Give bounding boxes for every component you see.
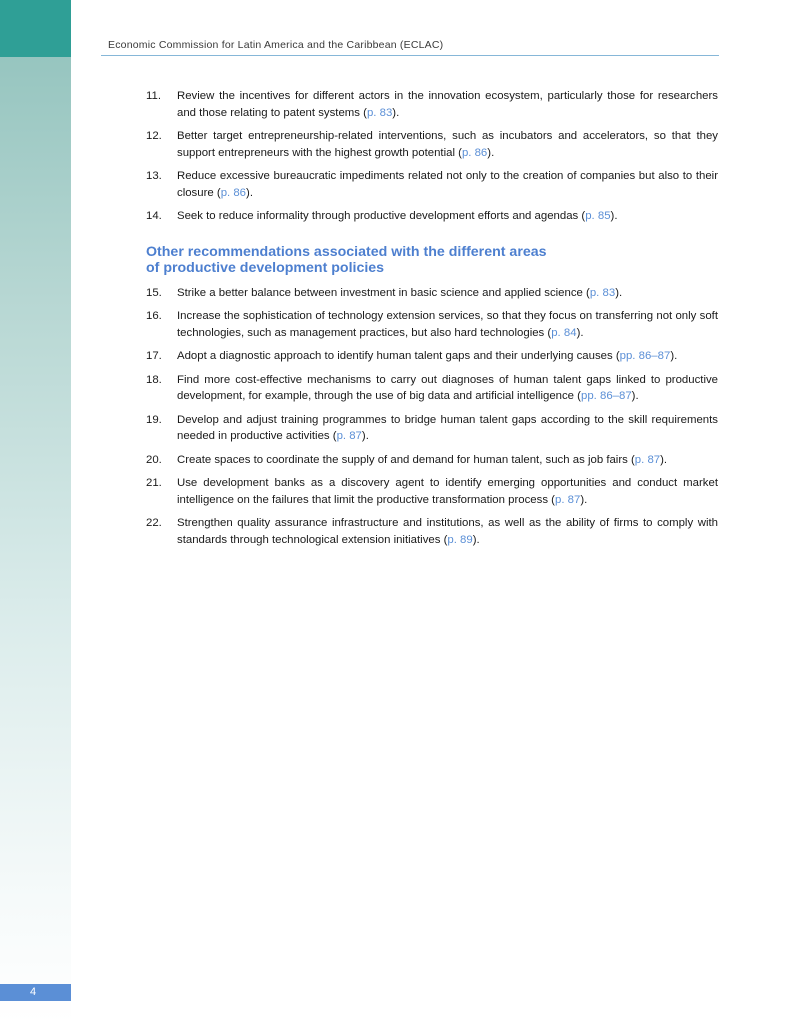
item-text-end: ). (246, 186, 253, 199)
header-divider (101, 55, 719, 56)
item-text: Adopt a diagnostic approach to identify human talent gaps and their underlying causes ( (177, 350, 620, 362)
recommendation-list-b (146, 285, 718, 549)
item-text-end: ). (631, 390, 639, 402)
side-accent-block (0, 0, 71, 57)
item-number: 20. (146, 453, 162, 466)
list-item (146, 372, 718, 405)
item-text: Increase the sophistication of technology extension services, so that they focus on transferring not only soft technologies, such as management practices, but also hard technologies ( (177, 310, 718, 339)
item-text-end: ). (487, 146, 495, 159)
list-item (146, 285, 718, 302)
page-ref-link[interactable]: p. 86 (461, 146, 488, 159)
item-text-end: ). (610, 210, 618, 222)
item-text: Seek to reduce informality through productive development efforts and agendas ( (177, 210, 586, 222)
item-text-end: ). (392, 106, 400, 119)
item-number: 16. (146, 310, 162, 322)
list-item (146, 208, 718, 225)
page-ref-link[interactable]: p. 89 (447, 533, 473, 546)
running-header: Economic Commission for Latin America and the Caribbean (ECLAC) (108, 39, 444, 51)
list-item (146, 515, 718, 548)
main-content (146, 88, 718, 555)
item-text: Review the incentives for different actors in the innovation ecosystem, particularly those for researchers and those relating to patent systems ( (177, 90, 718, 119)
item-number: 19. (146, 413, 162, 426)
item-text: Create spaces to coordinate the supply of and demand for human talent, such as job fairs ( (177, 453, 635, 466)
item-text: Better target entrepreneurship-related interventions, such as incubators and accelerators, so that they support entrepreneurs with the highest growth potential ( (177, 130, 718, 159)
section-heading-line-2: of productive development policies (146, 260, 385, 276)
page-ref-link[interactable]: p. 87 (336, 430, 362, 442)
page-ref-link[interactable]: p. 86 (220, 186, 247, 199)
list-item (146, 168, 718, 201)
item-text-end: ). (576, 326, 584, 339)
item-number: 11. (146, 90, 161, 102)
item-number: 12. (146, 130, 162, 142)
page-ref-link[interactable]: pp. 86–87 (580, 390, 632, 402)
page-ref-link[interactable]: p. 85 (585, 210, 611, 222)
list-item (146, 475, 718, 508)
section-heading-line-1: Other recommendations associated with the different areas (146, 243, 547, 260)
item-number: 17. (146, 350, 162, 362)
page-ref-link[interactable]: pp. 86–87 (619, 350, 671, 362)
item-text: Use development banks as a discovery agent to identify emerging opportunities and conduct market intelligence on the failures that limit the productive transformation process ( (177, 477, 718, 506)
item-number: 18. (146, 373, 162, 386)
page-ref-link[interactable]: p. 84 (551, 326, 577, 339)
list-item (146, 128, 718, 161)
page-ref-link[interactable]: p. 83 (366, 106, 393, 119)
item-text-end: ). (615, 286, 623, 299)
item-text: Strengthen quality assurance infrastructure and institutions, as well as the ability of firms to comply with standards through technological extension initiatives ( (177, 517, 718, 546)
item-number: 21. (146, 477, 162, 489)
list-item (146, 308, 718, 341)
item-text-end: ). (660, 453, 668, 466)
list-item (146, 88, 718, 121)
side-gradient-band (0, 0, 71, 1024)
page-ref-link[interactable]: p. 87 (634, 453, 661, 466)
page-ref-link[interactable]: p. 83 (589, 286, 616, 299)
recommendation-list-a (146, 88, 718, 225)
item-number: 15. (146, 286, 162, 299)
item-text-end: ). (580, 493, 588, 506)
item-text: Reduce excessive bureaucratic impediments related not only to the creation of companies but also to their closure ( (177, 170, 718, 199)
list-item (146, 412, 718, 445)
list-item (146, 348, 718, 365)
item-text: Find more cost-effective mechanisms to carry out diagnoses of human talent gaps linked to productive development, for example, through the use of big data and artificial intelligence ( (177, 373, 718, 402)
item-text: Develop and adjust training programmes to bridge human talent gaps according to the skill requirements needed in productive activities ( (177, 413, 718, 442)
item-text-end: ). (472, 533, 480, 546)
page-number: 4 (30, 986, 37, 998)
page-ref-link[interactable]: p. 87 (554, 493, 581, 506)
item-number: 14. (146, 210, 162, 222)
item-number: 13. (146, 170, 162, 182)
list-item (146, 452, 718, 469)
item-text: Strike a better balance between investment in basic science and applied science ( (177, 286, 590, 299)
item-text-end: ). (670, 350, 678, 362)
section-heading (146, 244, 718, 277)
item-text-end: ). (361, 430, 369, 442)
item-number: 22. (146, 517, 162, 529)
